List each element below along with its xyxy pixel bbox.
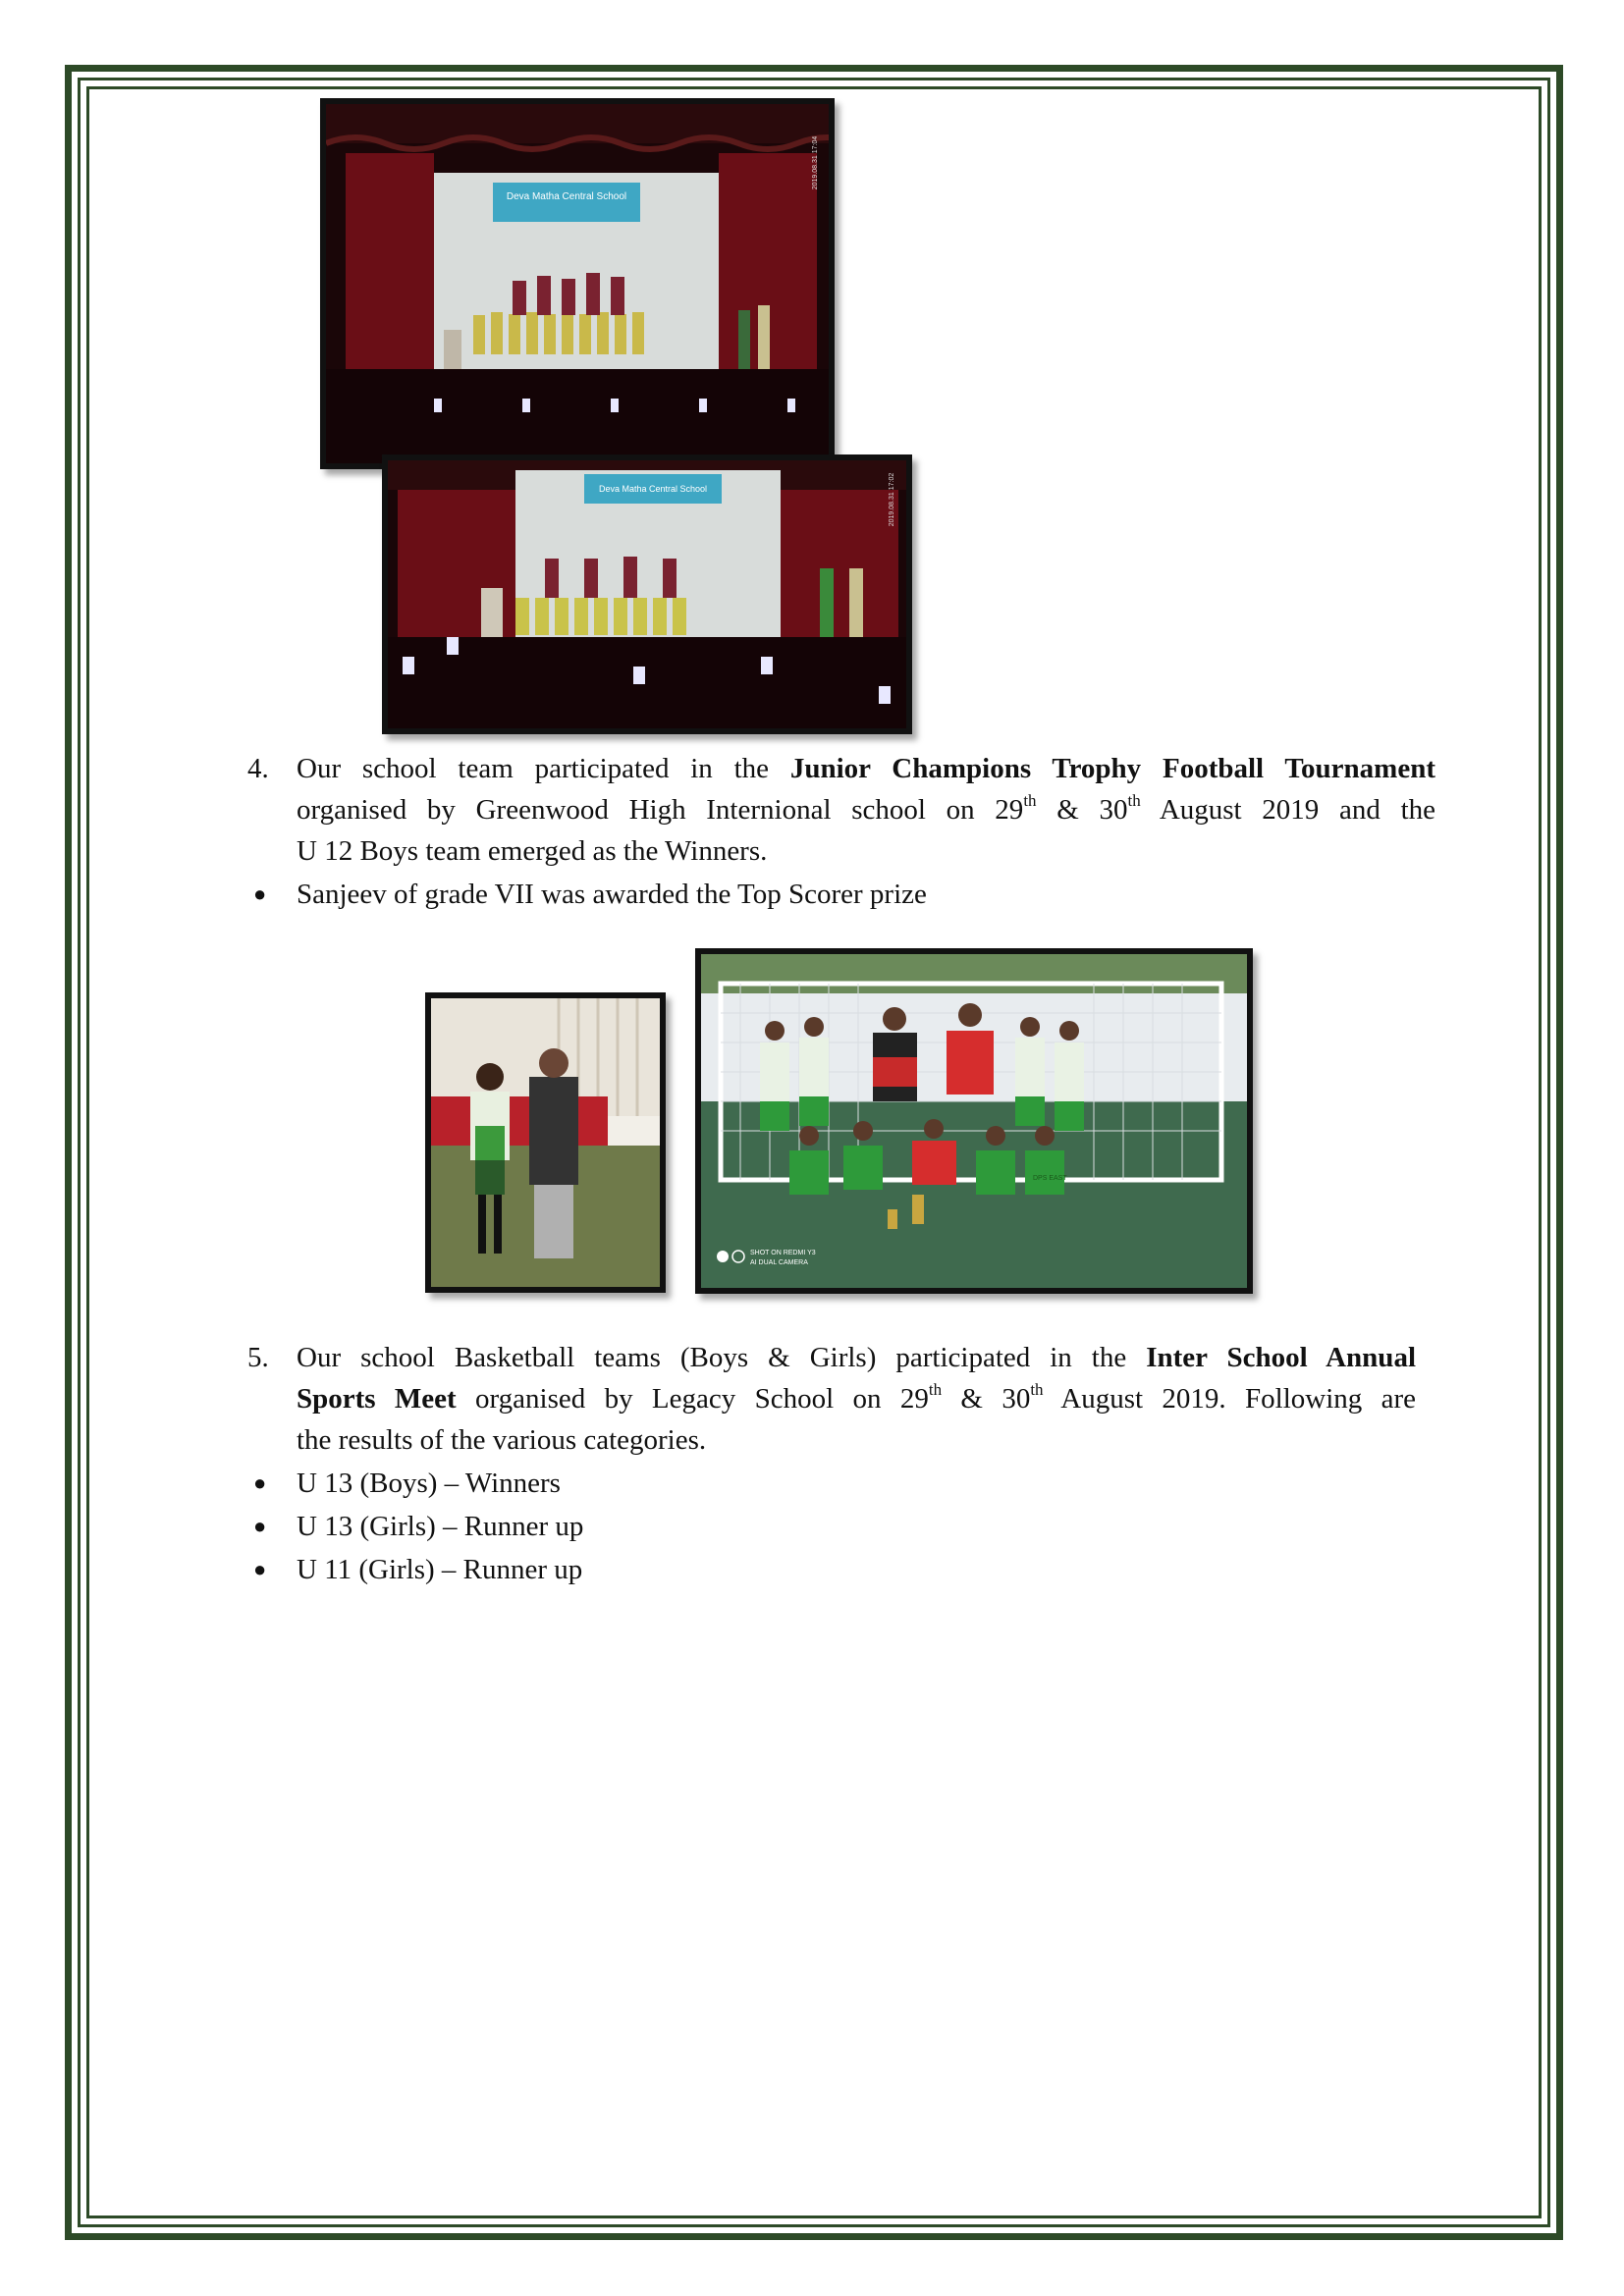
paragraph-line: U 12 Boys team emerged as the Winners. — [297, 835, 768, 867]
bullet-icon: ● — [253, 1470, 267, 1495]
jersey-text: DPS EAST — [1033, 1175, 1067, 1182]
stage-banner-text-1: Deva Matha Central School — [506, 191, 627, 202]
list-number: 5. — [247, 1342, 269, 1373]
team-photo — [695, 948, 1253, 1294]
stage-photo-1 — [320, 98, 835, 469]
event-name: Junior Champions Trophy Football Tournament — [789, 753, 1435, 784]
paragraph-line: the results of the various categories. — [297, 1424, 707, 1456]
paragraph-line: organised by Greenwood High Internional school on 29th & 30th August 2019 and the — [297, 791, 1435, 826]
stage-photo-2 — [382, 454, 912, 734]
list-number: 4. — [247, 753, 269, 784]
paragraph-line: Sports Meet organised by Legacy School on 29th & 30th August 2019. Following are — [297, 1380, 1417, 1415]
paragraph-line: Our school Basketball teams (Boys & Girls) participated in the Inter School Annual — [297, 1342, 1416, 1373]
bullet-icon: ● — [253, 1514, 267, 1538]
camera-watermark-line1: SHOT ON REDMI Y3 — [750, 1250, 816, 1256]
bullet-icon: ● — [253, 881, 267, 906]
event-name: Inter School Annual — [1146, 1342, 1416, 1373]
photo-timestamp-1: 2019.08.31 17:04 — [812, 135, 819, 190]
bullet-icon: ● — [253, 1557, 267, 1581]
camera-watermark-line2: AI DUAL CAMERA — [750, 1259, 808, 1266]
photo-timestamp-2: 2019.08.31 17:02 — [889, 472, 895, 527]
event-name-cont: Sports Meet — [297, 1383, 457, 1415]
stage-banner-text-2: Deva Matha Central School — [598, 484, 708, 494]
paragraph-line: Our school team participated in the Junior Champions Trophy Football Tournament — [297, 753, 1435, 784]
award-photo — [425, 992, 666, 1293]
